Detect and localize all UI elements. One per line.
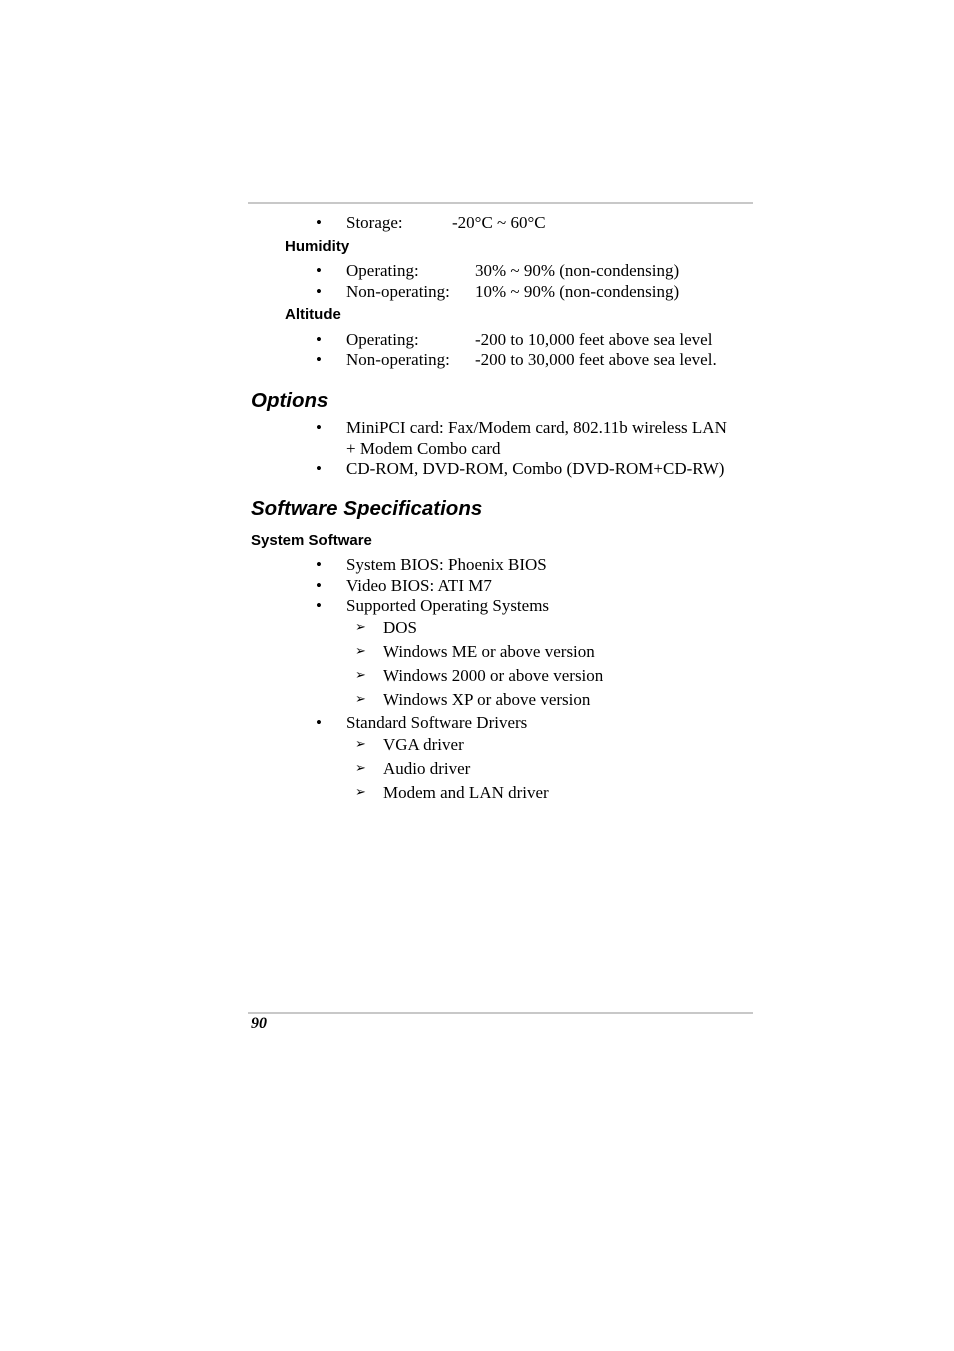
options-item-line: CD-ROM, DVD-ROM, Combo (DVD-ROM+CD-RW) (346, 459, 725, 478)
header-rule (248, 202, 753, 204)
arrow-bullet-icon: ➢ (355, 644, 366, 659)
footer-rule (248, 1012, 753, 1014)
options-item-line: MiniPCI card: Fax/Modem card, 802.11b wireless LAN (346, 418, 727, 437)
bullet-icon: • (316, 596, 322, 615)
altitude-non-operating-label: Non-operating: (346, 350, 450, 369)
humidity-non-operating-label: Non-operating: (346, 282, 450, 301)
bullet-icon: • (316, 213, 322, 232)
bullet-icon: • (316, 555, 322, 574)
altitude-non-operating-value: -200 to 30,000 feet above sea level. (475, 350, 717, 369)
software-item-text: Supported Operating Systems (346, 596, 550, 615)
options-heading: Options (251, 389, 329, 412)
software-item-text: Standard Software Drivers (346, 713, 528, 732)
humidity-non-operating-value: 10% ~ 90% (non-condensing) (475, 282, 680, 301)
storage-value: -20°C ~ 60°C (452, 213, 546, 232)
bullet-icon: • (316, 459, 322, 478)
arrow-bullet-icon: ➢ (355, 668, 366, 683)
altitude-operating-label: Operating: (346, 330, 419, 349)
bullet-icon: • (316, 713, 322, 732)
options-item-line: + Modem Combo card (346, 439, 501, 458)
altitude-heading: Altitude (285, 306, 341, 323)
altitude-operating-value: -200 to 10,000 feet above sea level (475, 330, 713, 349)
os-list-item-text: Windows 2000 or above version (383, 666, 604, 685)
software-item-text: System BIOS: Phoenix BIOS (346, 555, 547, 574)
system-software-heading: System Software (251, 532, 372, 549)
humidity-operating-value: 30% ~ 90% (non-condensing) (475, 261, 680, 280)
os-list-item-text: DOS (383, 618, 418, 637)
bullet-icon: • (316, 576, 322, 595)
arrow-bullet-icon: ➢ (355, 620, 366, 635)
os-list-item-text: Windows XP or above version (383, 690, 591, 709)
software-item-text: Video BIOS: ATI M7 (346, 576, 492, 595)
arrow-bullet-icon: ➢ (355, 761, 366, 776)
arrow-bullet-icon: ➢ (355, 737, 366, 752)
driver-list-item-text: Audio driver (383, 759, 471, 778)
arrow-bullet-icon: ➢ (355, 785, 366, 800)
bullet-icon: • (316, 261, 322, 280)
driver-list-item-text: Modem and LAN driver (383, 783, 549, 802)
page-number: 90 (251, 1015, 267, 1032)
bullet-icon: • (316, 282, 322, 301)
humidity-heading: Humidity (285, 238, 350, 255)
software-heading: Software Specifications (251, 497, 483, 520)
storage-label: Storage: (346, 213, 403, 232)
arrow-bullet-icon: ➢ (355, 692, 366, 707)
bullet-icon: • (316, 350, 322, 369)
os-list-item-text: Windows ME or above version (383, 642, 595, 661)
humidity-operating-label: Operating: (346, 261, 419, 280)
bullet-icon: • (316, 330, 322, 349)
bullet-icon: • (316, 418, 322, 437)
driver-list-item-text: VGA driver (383, 735, 464, 754)
